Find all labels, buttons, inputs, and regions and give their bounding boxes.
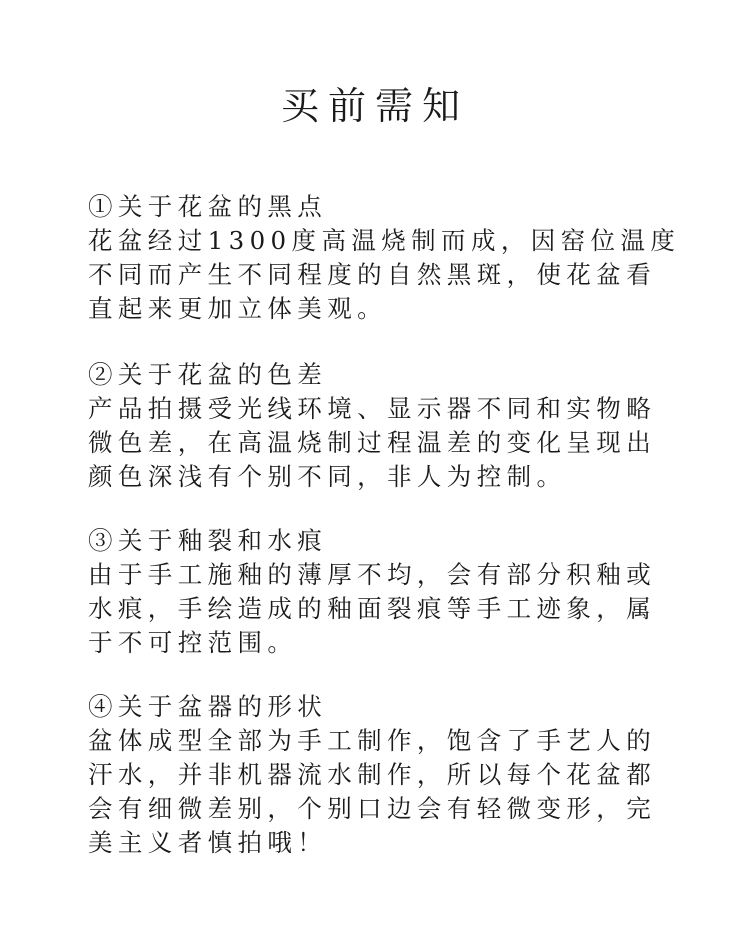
section-text-line: 由于手工施釉的薄厚不均，会有部分积釉或 xyxy=(88,560,657,589)
section-pot-shape xyxy=(88,690,688,860)
section-text-line: 微色差，在高温烧制过程温差的变化呈现出 xyxy=(88,428,657,457)
section-text-line: 不同而产生不同程度的自然黑斑，使花盆看 xyxy=(88,260,657,289)
section-black-spots xyxy=(88,190,688,326)
section-text-line: 产品拍摄受光线环境、显示器不同和实物略 xyxy=(88,394,657,423)
section-glaze-cracks xyxy=(88,524,688,660)
section-text-line: 盆体成型全部为手工制作，饱含了手艺人的 xyxy=(88,726,657,755)
page-title: 买前需知 xyxy=(280,84,469,128)
section-text-line: 汗水，并非机器流水制作，所以每个花盆都 xyxy=(88,760,657,789)
section-text-line: 美主义者慎拍哦！ xyxy=(88,828,328,857)
section-heading: ①关于花盆的黑点 xyxy=(88,192,328,221)
section-text-line: 颜色深浅有个别不同，非人为控制。 xyxy=(88,462,567,491)
section-text-line: 会有细微差别，个别口边会有轻微变形，完 xyxy=(88,794,657,823)
section-text-line: 水痕，手绘造成的釉面裂痕等手工迹象，属 xyxy=(88,594,657,623)
section-color-difference xyxy=(88,358,688,494)
section-heading: ②关于花盆的色差 xyxy=(88,360,328,389)
section-text-line: 直起来更加立体美观。 xyxy=(88,294,387,323)
section-text-line: 于不可控范围。 xyxy=(88,628,298,657)
section-heading: ③关于釉裂和水痕 xyxy=(88,526,328,555)
section-text-line: 花盆经过1300度高温烧制而成，因窑位温度 xyxy=(88,226,681,255)
section-heading: ④关于盆器的形状 xyxy=(88,692,328,721)
